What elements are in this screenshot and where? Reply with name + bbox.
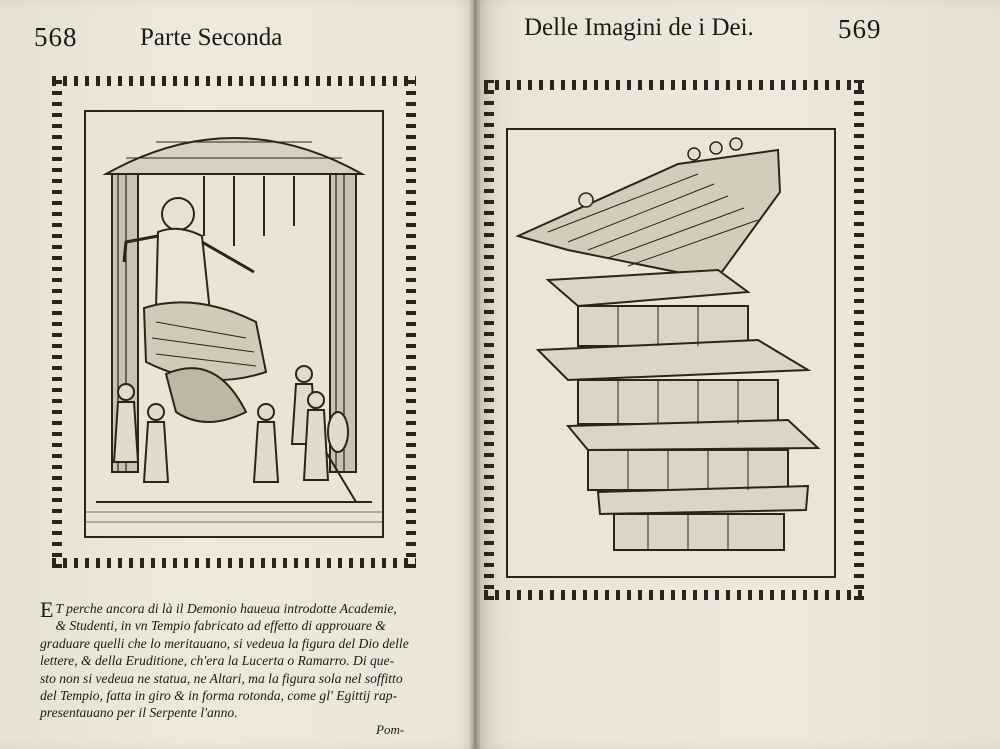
catchword: Pom-	[376, 722, 405, 737]
text-line: graduare quelli che lo meritauano, si vedeua la figura del Dio delle	[40, 635, 409, 651]
text-line: & Studenti, in vn Tempio fabricato ad effetto di approuare &	[55, 618, 386, 634]
left-running-head: Parte Seconda	[140, 24, 283, 51]
text-line: lettere, & della Eruditione, ch'era la Lucerta o Ramarro. Di que-	[40, 653, 395, 669]
left-page-body-text	[40, 597, 432, 722]
text-line: presentauano per il Serpente l'anno.	[40, 705, 238, 721]
right-page-number: 569	[838, 14, 882, 44]
text-line: sto non si vedeua ne statua, ne Altari, ma la figura sola nel soffitto	[40, 670, 403, 686]
right-woodcut-illustration	[506, 128, 836, 578]
text-line: T perche ancora di là il Demonio haueua introdotte Academie,	[55, 601, 397, 616]
pagoda-temple-woodcut	[508, 130, 834, 576]
drop-cap: E	[40, 597, 54, 622]
text-line: del Tempio, fatta in giro & in forma rotonda, come gl' Egittij rap-	[40, 688, 398, 704]
right-running-head: Delle Imagini de i Dei.	[524, 14, 754, 41]
seated-deity-woodcut	[86, 112, 382, 536]
left-page-number: 568	[34, 22, 78, 52]
left-woodcut-illustration	[84, 110, 384, 538]
